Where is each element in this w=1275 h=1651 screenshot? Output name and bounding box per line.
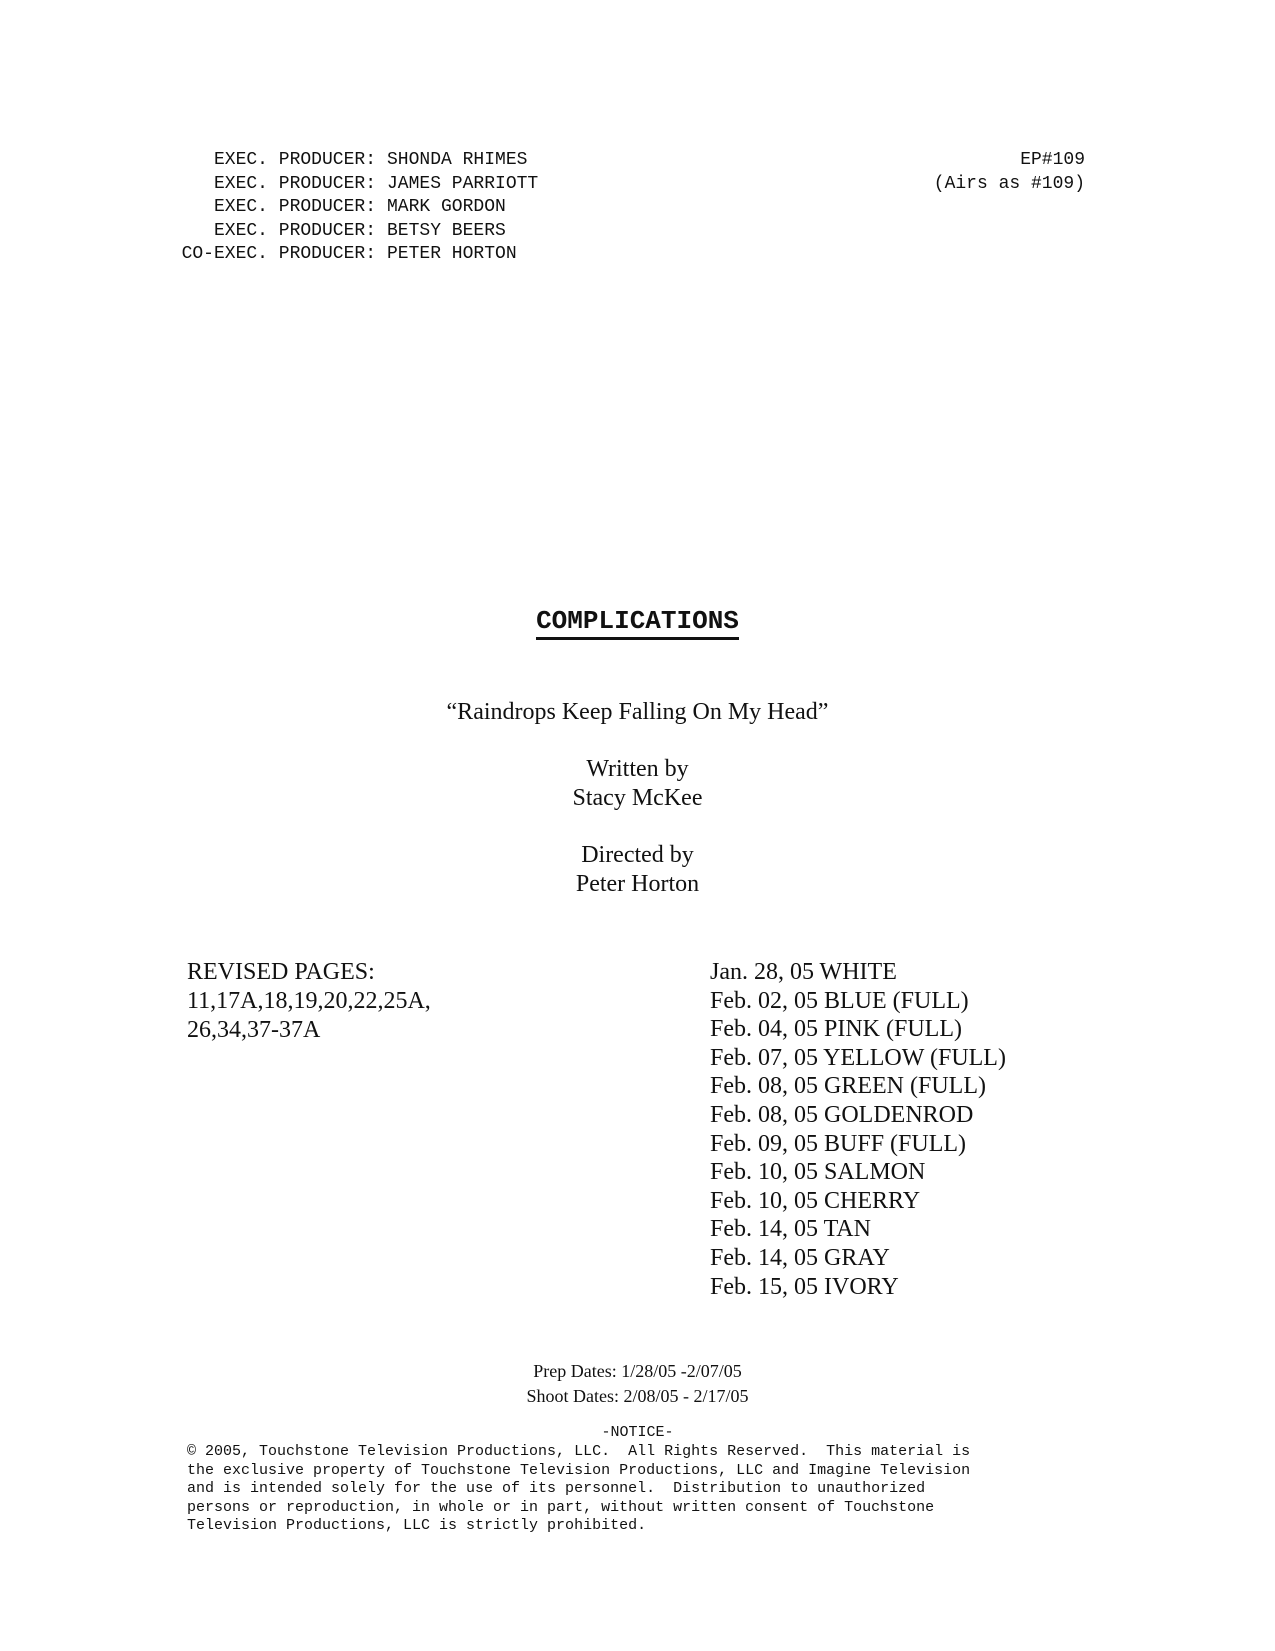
notice-heading: -NOTICE- — [601, 1424, 674, 1441]
revision-entry: Feb. 04, 05 PINK (FULL) — [710, 1016, 962, 1043]
prep-dates: Prep Dates: 1/28/05 -2/07/05 — [533, 1361, 742, 1381]
revision-entry: Feb. 10, 05 SALMON — [710, 1159, 926, 1186]
producer-role: EXEC. PRODUCER: — [213, 173, 376, 194]
revision-entry: Feb. 14, 05 TAN — [710, 1216, 871, 1243]
producer-line — [150, 220, 538, 244]
revised-pages-line: 11,17A,18,19,20,22,25A, — [187, 988, 431, 1014]
revision-entry: Feb. 07, 05 YELLOW (FULL) — [710, 1044, 1006, 1071]
producer-line — [150, 149, 538, 173]
producer-role: CO-EXEC. PRODUCER: — [181, 244, 376, 264]
notice-body — [187, 1443, 1067, 1536]
producer-name: JAMES PARRIOTT — [387, 173, 539, 194]
producer-credits — [150, 149, 538, 267]
revision-entry: Feb. 09, 05 BUFF (FULL) — [710, 1130, 967, 1157]
notice-line: the exclusive property of Touchstone Television Productions, LLC and Imagine Television — [187, 1461, 971, 1479]
notice-line: © 2005, Touchstone Television Productions, LLC. All Rights Reserved. This material is — [187, 1443, 971, 1460]
script-title-text: COMPLICATIONS — [536, 606, 739, 640]
producer-name: SHONDA RHIMES — [387, 150, 528, 170]
notice-line: and is intended solely for the use of its personnel. Distribution to unauthorized — [187, 1480, 926, 1497]
episode-name: “Raindrops Keep Falling On My Head” — [446, 699, 829, 725]
producer-role: EXEC. PRODUCER: — [213, 150, 376, 170]
directed-by-label: Directed by — [581, 842, 694, 868]
episode-info — [934, 149, 1085, 196]
written-by-block — [0, 755, 1275, 813]
revision-entry: Feb. 02, 05 BLUE (FULL) — [710, 987, 969, 1014]
revision-entry: Feb. 10, 05 CHERRY — [710, 1187, 921, 1214]
revised-pages-label: REVISED PAGES: — [187, 959, 375, 985]
producer-line — [150, 196, 538, 220]
revised-pages-line: 26,34,37-37A — [187, 1017, 321, 1043]
producer-name: PETER HORTON — [387, 244, 517, 264]
producer-line — [150, 243, 538, 267]
written-by-label: Written by — [586, 756, 689, 782]
episode-number: EP#109 — [1020, 150, 1085, 170]
writer-name: Stacy McKee — [572, 785, 703, 811]
producer-line — [150, 173, 538, 197]
revision-entry: Jan. 28, 05 WHITE — [710, 959, 897, 985]
revised-pages — [187, 958, 431, 1045]
notice-line: persons or reproduction, in whole or in part, without written consent of Touchstone — [187, 1498, 935, 1516]
director-name: Peter Horton — [575, 871, 700, 897]
notice-line: Television Productions, LLC is strictly prohibited. — [187, 1517, 647, 1534]
script-title — [0, 606, 1275, 636]
directed-by-block — [0, 841, 1275, 899]
revision-entry: Feb. 15, 05 IVORY — [710, 1273, 899, 1300]
producer-role: EXEC. PRODUCER: — [213, 197, 376, 217]
producer-name: MARK GORDON — [387, 197, 506, 217]
producer-name: BETSY BEERS — [387, 220, 506, 241]
producer-role: EXEC. PRODUCER: — [213, 220, 376, 241]
revision-entry: Feb. 14, 05 GRAY — [710, 1244, 890, 1271]
revision-entry: Feb. 08, 05 GREEN (FULL) — [710, 1073, 986, 1100]
shoot-dates: Shoot Dates: 2/08/05 - 2/17/05 — [526, 1386, 749, 1406]
episode-airs-as: (Airs as #109) — [933, 173, 1085, 194]
revision-history — [710, 958, 1006, 1301]
revision-entry: Feb. 08, 05 GOLDENROD — [710, 1101, 974, 1128]
production-dates — [0, 1359, 1275, 1409]
